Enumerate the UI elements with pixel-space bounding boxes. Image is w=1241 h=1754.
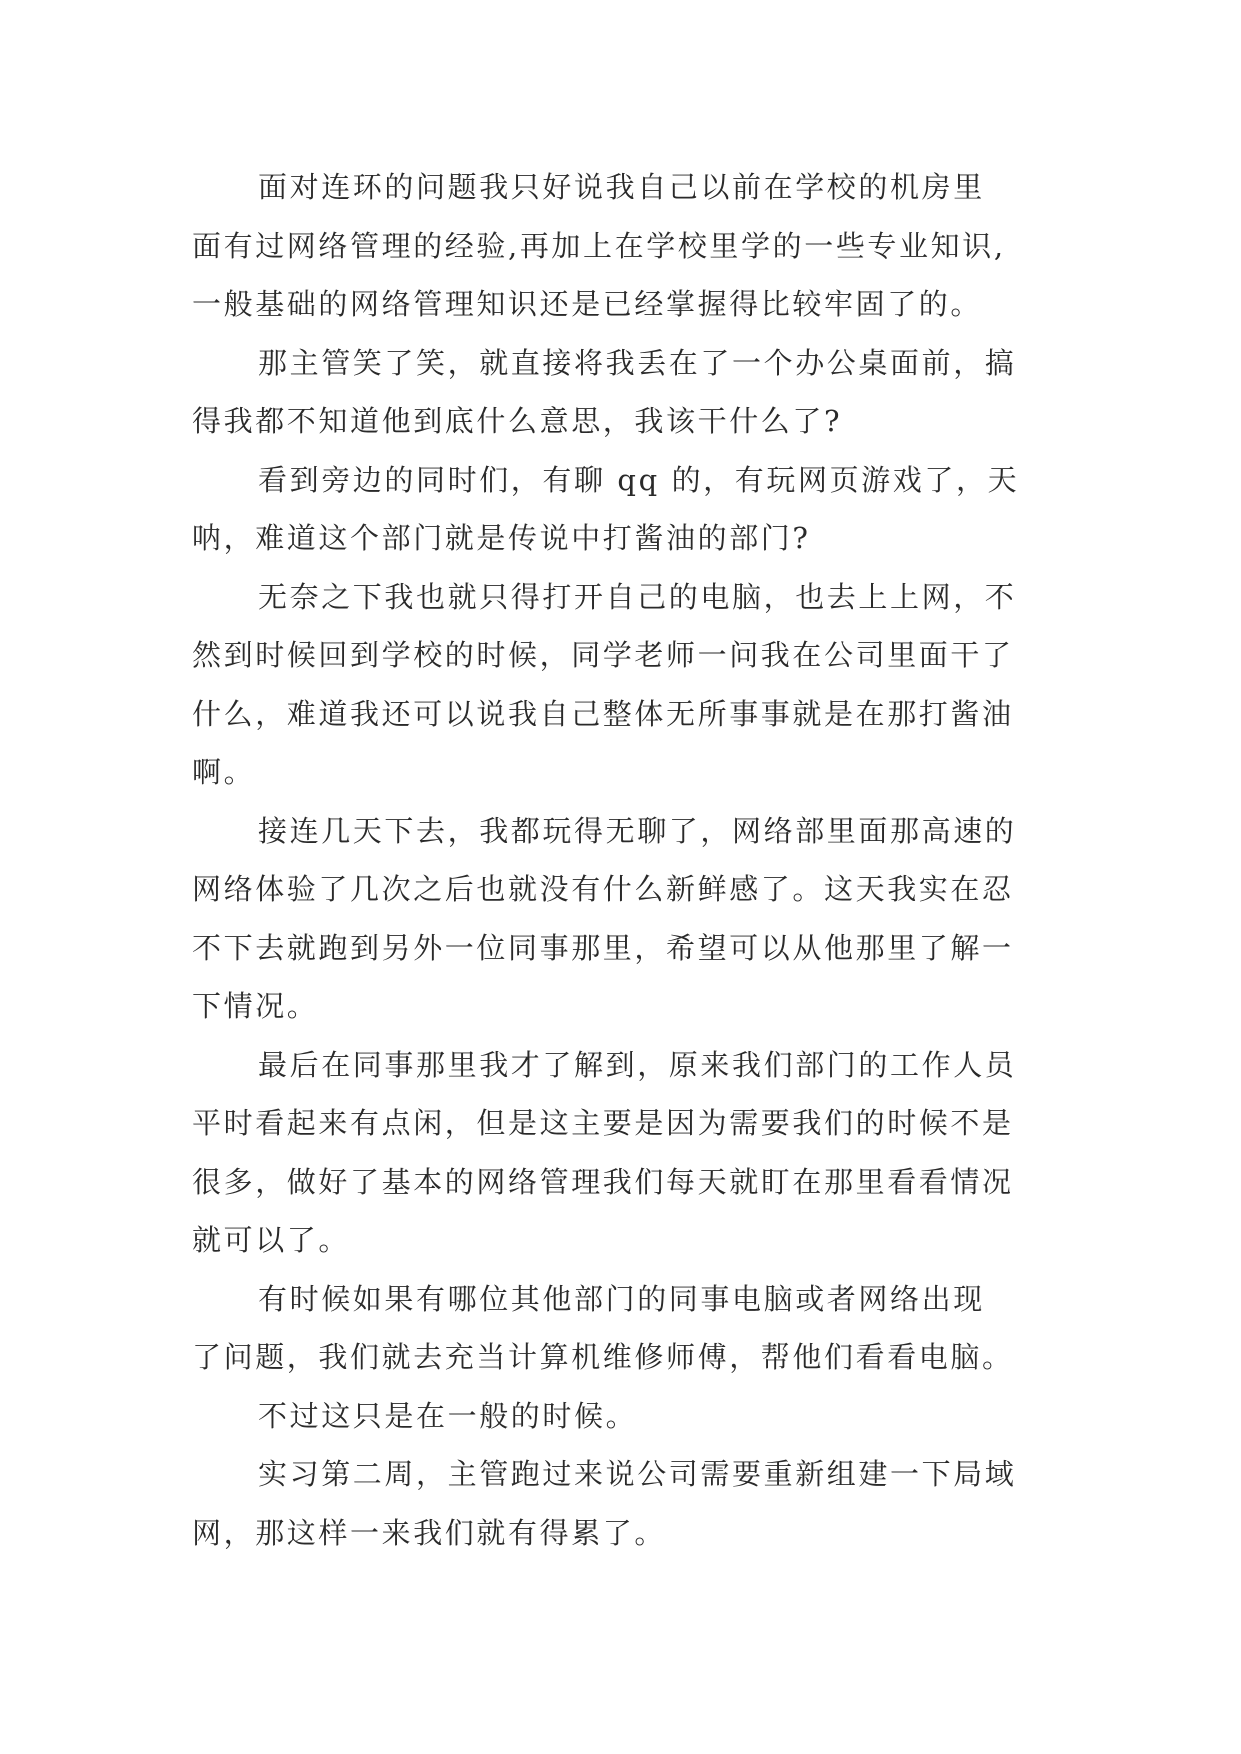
text-line: 看到旁边的同时们，有聊 qq 的，有玩网页游戏了，天 (258, 462, 1020, 497)
text-line: 有时候如果有哪位其他部门的同事电脑或者网络出现 (258, 1281, 985, 1316)
text-line: 网，那这样一来我们就有得累了。 (192, 1515, 667, 1550)
paragraph (192, 1445, 1092, 1562)
text-line: 接连几天下去，我都玩得无聊了，网络部里面那高速的 (258, 813, 1017, 848)
text-line: 然到时候回到学校的时候，同学老师一问我在公司里面干了 (192, 638, 1014, 672)
paragraph (192, 1036, 1092, 1270)
text-line: 就可以了。 (192, 1223, 351, 1257)
paragraph (192, 568, 1092, 802)
text-line: 什么，难道我还可以说我自己整体无所事事就是在那打酱油 (192, 696, 1014, 731)
text-line: 最后在同事那里我才了解到，原来我们部门的工作人员 (258, 1047, 1017, 1082)
text-line: 很多，做好了基本的网络管理我们每天就盯在那里看看情况 (192, 1164, 1014, 1199)
text-line: 不过这只是在一般的时候。 (258, 1398, 638, 1433)
paragraph (192, 158, 1092, 334)
text-line: 一般基础的网络管理知识还是已经掌握得比较牢固了的。 (192, 287, 983, 321)
paragraph (192, 334, 1092, 451)
text-line: 不下去就跑到另外一位同事那里，希望可以从他那里了解一 (192, 930, 1014, 965)
paragraph (192, 451, 1092, 568)
paragraph (192, 1270, 1092, 1387)
text-line: 实习第二周，主管跑过来说公司需要重新组建一下局域 (258, 1457, 1017, 1491)
text-line: 面有过网络管理的经验,再加上在学校里学的一些专业知识, (192, 228, 1006, 263)
text-line: 呐，难道这个部门就是传说中打酱油的部门? (192, 521, 811, 555)
text-line: 网络体验了几次之后也就没有什么新鲜感了。这天我实在忍 (192, 872, 1014, 906)
text-line: 平时看起来有点闲，但是这主要是因为需要我们的时候不是 (192, 1106, 1014, 1140)
paragraph (192, 802, 1092, 1036)
text-line: 那主管笑了笑，就直接将我丢在了一个办公桌面前，搞 (258, 345, 1017, 380)
text-line: 面对连环的问题我只好说我自己以前在学校的机房里 (258, 170, 985, 204)
text-line: 啊。 (192, 755, 256, 789)
text-line: 了问题，我们就去充当计算机维修师傅，帮他们看看电脑。 (192, 1340, 1014, 1374)
paragraph (192, 1387, 1092, 1446)
body-text (192, 158, 1092, 1562)
text-line: 下情况。 (192, 989, 319, 1023)
text-line: 无奈之下我也就只得打开自己的电脑，也去上上网，不 (258, 579, 1017, 614)
text-line: 得我都不知道他到底什么意思，我该干什么了? (192, 404, 843, 438)
